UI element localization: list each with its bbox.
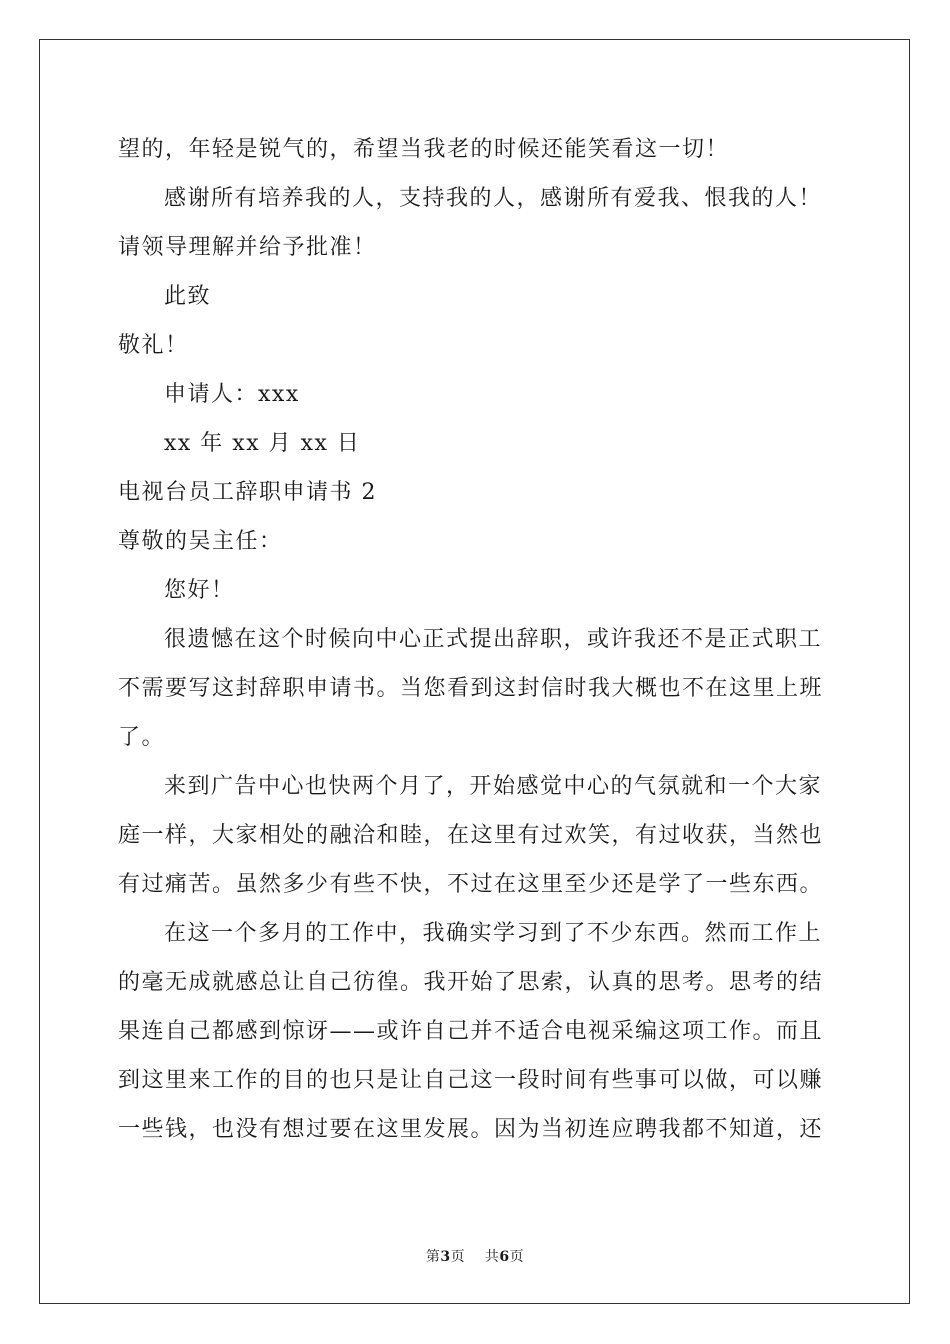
text-line: 感谢所有培养我的人，支持我的人，感谢所有爱我、恨我的人！ [164, 186, 823, 211]
section-title: 电视台员工辞职申请书 2 [118, 480, 377, 505]
applicant-signature: 申请人：xxx [164, 382, 300, 407]
text-line: 庭一样，大家相处的融洽和睦，在这里有过欢笑，有过收获，当然也 [118, 823, 824, 848]
text-line: 请领导理解并给予批准！ [118, 235, 377, 260]
total-prefix: 共 [484, 1249, 500, 1265]
signature-date: xx 年 xx 月 xx 日 [164, 431, 361, 456]
text-line: 很遗憾在这个时候向中心正式提出辞职，或许我还不是正式职工 [164, 627, 823, 652]
text-line: 不需要写这封辞职申请书。当您看到这封信时我大概也不在这里上班 [118, 676, 824, 701]
text-line: 来到广告中心也快两个月了，开始感觉中心的气氛就和一个大家 [164, 774, 823, 799]
page-footer [0, 1246, 950, 1266]
text-line: 在这一个多月的工作中，我确实学习到了不少东西。然而工作上 [164, 921, 823, 946]
total-pages: 6 [499, 1249, 510, 1265]
closing-respect: 敬礼！ [118, 333, 189, 358]
letter-greeting: 尊敬的吴主任： [118, 529, 283, 554]
text-line: 一些钱，也没有想过要在这里发展。因为当初连应聘我都不知道，还 [118, 1117, 824, 1142]
total-suffix: 页 [509, 1249, 525, 1265]
page-prefix: 第 [425, 1249, 441, 1265]
text-line: 望的，年轻是锐气的，希望当我老的时候还能笑看这一切！ [118, 137, 730, 162]
document-body [118, 125, 838, 1154]
closing-salutation: 此致 [164, 284, 212, 309]
text-line: 了。 [118, 725, 166, 750]
text-line: 的毫无成就感总让自己彷徨。我开始了思索，认真的思考。思考的结 [118, 970, 824, 995]
letter-hello: 您好！ [164, 578, 235, 603]
page-number: 3 [440, 1249, 451, 1265]
text-line: 到这里来工作的目的也只是让自己这一段时间有些事可以做，可以赚 [118, 1068, 824, 1093]
text-line: 有过痛苦。虽然多少有些不快，不过在这里至少还是学了一些东西。 [118, 872, 824, 897]
page-suffix: 页 [450, 1249, 466, 1265]
text-line: 果连自己都感到惊讶——或许自己并不适合电视采编这项工作。而且 [118, 1019, 824, 1044]
